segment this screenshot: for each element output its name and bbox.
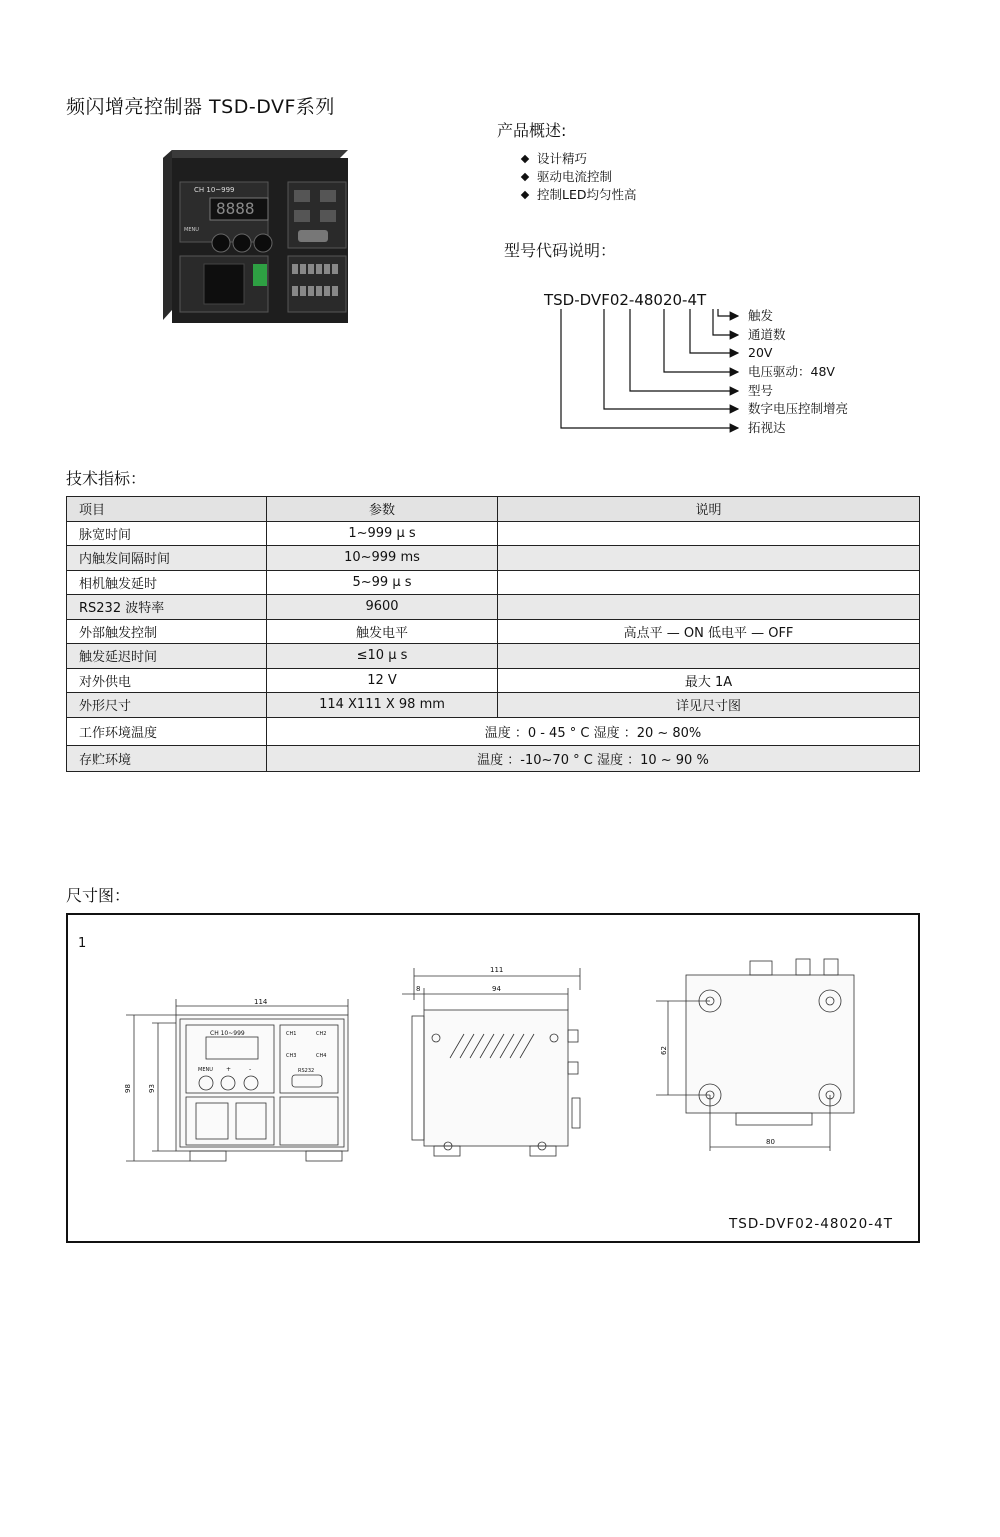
model-code-meaning: 通道数: [748, 327, 786, 342]
spec-param: 12 V: [267, 668, 498, 693]
spec-param: 9600: [267, 595, 498, 620]
list-item: 设计精巧: [522, 150, 637, 168]
model-code-meaning: 型号: [748, 383, 774, 398]
spec-item: 外部触发控制: [67, 619, 267, 644]
spec-note: [498, 595, 920, 620]
spec-note: 高点平 — ON 低电平 — OFF: [498, 619, 920, 644]
spec-item: 工作环境温度: [67, 717, 267, 745]
model-code-meaning: 触发: [748, 308, 774, 323]
model-code-meaning: 20V: [748, 345, 773, 360]
table-row: [67, 644, 920, 669]
model-code-meaning: 电压驱动：48V: [748, 364, 835, 379]
dim-front-height-outer: 98: [124, 1084, 132, 1093]
table-row: [67, 668, 920, 693]
dim-bottom-vertical: 62: [660, 1046, 668, 1055]
front-view-drawing: [120, 995, 360, 1175]
svg-text:8888: 8888: [216, 199, 255, 218]
overview-list: [522, 150, 637, 204]
front-ch1-label: CH1: [286, 1031, 297, 1037]
model-code-text: TSD-DVF02-48020-4T: [544, 291, 707, 309]
dimension-heading: 尺寸图：: [66, 886, 131, 905]
table-row: [67, 717, 920, 745]
spec-note: [498, 570, 920, 595]
model-code-meaning: 数字电压控制增亮: [748, 401, 849, 416]
diamond-bullet-icon: [521, 155, 529, 163]
spec-note: [498, 546, 920, 571]
spec-note: [498, 521, 920, 546]
spec-item: 对外供电: [67, 668, 267, 693]
overview-heading: 产品概述:: [497, 121, 567, 140]
table-row: [67, 595, 920, 620]
spec-item: 外形尺寸: [67, 693, 267, 718]
drawing-index: 1: [78, 936, 87, 951]
dim-side-offset: 8: [416, 985, 421, 993]
spec-param: 5~99 μ s: [267, 570, 498, 595]
diamond-bullet-icon: [521, 191, 529, 199]
spec-note: 详见尺寸图: [498, 693, 920, 718]
column-header: 说明: [498, 497, 920, 522]
spec-param: ≤10 μ s: [267, 644, 498, 669]
front-menu-label: MENU: [198, 1067, 213, 1073]
list-item: 控制LED均匀性高: [522, 186, 637, 204]
page-title: 频闪增亮控制器 TSD-DVF系列: [66, 96, 335, 118]
spec-merged: 温度 ：0 - 45 ° C 湿度 ：20 ~ 80%: [267, 717, 920, 745]
spec-merged: 温度 ：-10~70 ° C 湿度 ：10 ~ 90 %: [267, 745, 920, 771]
front-ch3-label: CH3: [286, 1053, 297, 1059]
dim-side-body: 94: [492, 985, 501, 993]
spec-param: 114 X111 X 98 mm: [267, 693, 498, 718]
model-code-heading: 型号代码说明：: [504, 241, 617, 260]
spec-item: 存贮环境: [67, 745, 267, 771]
model-code-meaning: 拓视达: [748, 420, 786, 435]
device-menu-label: MENU: [184, 227, 199, 233]
spec-param: 触发电平: [267, 619, 498, 644]
drawing-footer-model: TSD-DVF02-48020-4T: [729, 1216, 893, 1232]
front-ch4-label: CH4: [316, 1053, 327, 1059]
dim-bottom-horizontal: 80: [766, 1138, 775, 1146]
spec-note: 最大 1A: [498, 668, 920, 693]
tech-heading: 技术指标：: [66, 469, 147, 488]
spec-item: 脉宽时间: [67, 521, 267, 546]
spec-param: 1~999 μ s: [267, 521, 498, 546]
front-ch2-label: CH2: [316, 1031, 327, 1037]
table-row: [67, 745, 920, 771]
table-row: [67, 546, 920, 571]
front-plus-label: +: [226, 1066, 232, 1073]
product-photo: [158, 148, 358, 326]
table-row: [67, 693, 920, 718]
spec-table: [66, 496, 920, 772]
column-header: 参数: [267, 497, 498, 522]
table-row: [67, 570, 920, 595]
table-row: [67, 619, 920, 644]
spec-param: 10~999 ms: [267, 546, 498, 571]
spec-item: 内触发间隔时间: [67, 546, 267, 571]
spec-item: RS232 波特率: [67, 595, 267, 620]
column-header: 项目: [67, 497, 267, 522]
table-header-row: [67, 497, 920, 522]
front-rs232-label: RS232: [298, 1068, 315, 1074]
dim-front-width: 114: [254, 998, 268, 1006]
spec-item: 触发延迟时间: [67, 644, 267, 669]
dim-side-total: 111: [490, 966, 504, 974]
table-row: [67, 521, 920, 546]
diamond-bullet-icon: [521, 173, 529, 181]
front-minus-label: -: [249, 1066, 252, 1073]
side-view-drawing: [398, 960, 598, 1170]
device-display-label: CH 10~999: [194, 186, 235, 194]
list-item: 驱动电流控制: [522, 168, 637, 186]
spec-item: 相机触发延时: [67, 570, 267, 595]
front-display-label: CH 10~999: [210, 1030, 245, 1037]
model-code-diagram: [520, 285, 900, 445]
dim-front-height-inner: 93: [148, 1084, 156, 1093]
bottom-view-drawing: [650, 955, 870, 1155]
spec-note: [498, 644, 920, 669]
